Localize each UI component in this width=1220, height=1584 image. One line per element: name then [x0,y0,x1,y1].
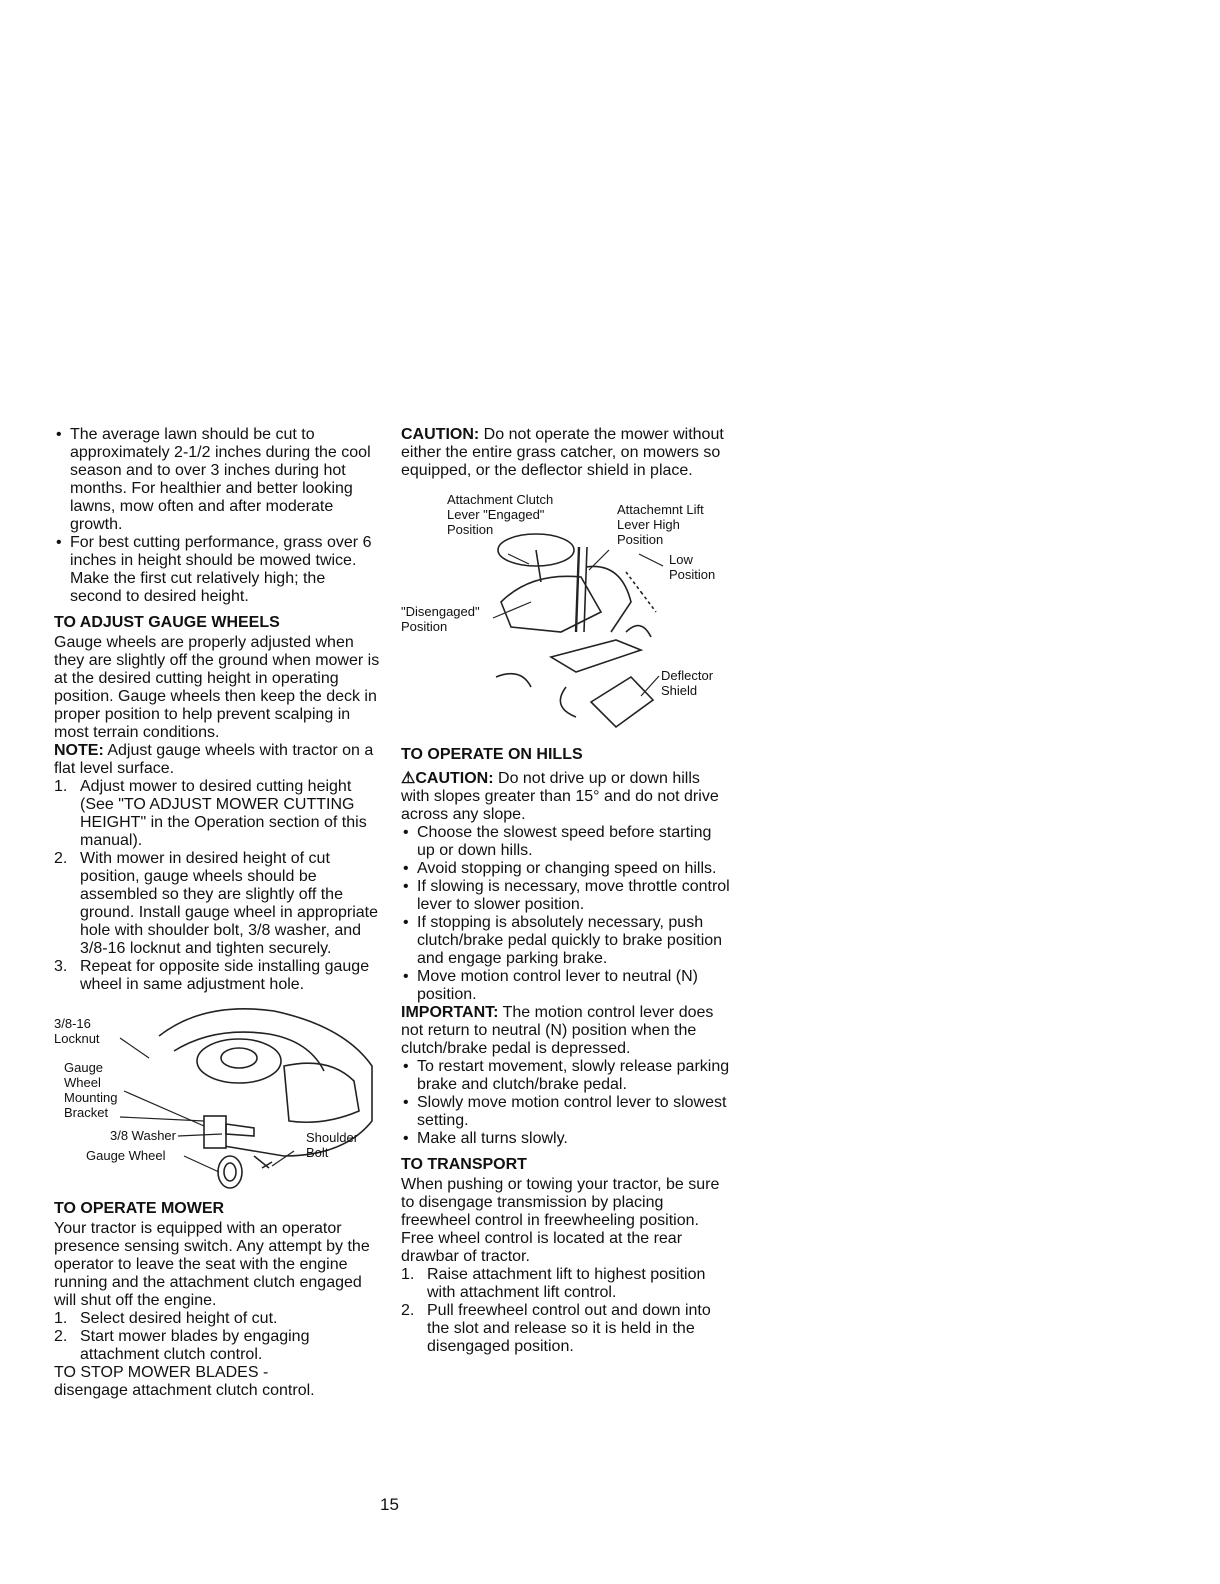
hills-caution-label: CAUTION: [415,770,494,787]
caution-paragraph [401,426,731,480]
section-heading-gauge-wheels: TO ADJUST GAUGE WHEELS [54,614,280,631]
step-number: 3. [54,958,68,975]
list-item [54,850,380,958]
gauge-wheel-figure [54,996,380,1192]
section-heading-operate-mower: TO OPERATE MOWER [54,1200,225,1217]
list-item: • Make all turns slowly. [401,1130,731,1148]
list-item [54,778,380,850]
disengaged-label: "Disengaged" Position [401,604,480,634]
note-paragraph [54,742,380,778]
caution-label: CAUTION: [401,426,480,443]
lift-lever-label: Attachemnt Lift Lever High Position [617,502,704,547]
hills-caution-text: Do not drive up or down hills with slopes greater than 15° and do not drive across any slope. [401,770,719,823]
right-column [401,426,731,1356]
page-number: 15 [380,1495,399,1514]
important-paragraph [401,1004,731,1058]
list-item: • Slowly move motion control lever to slowest setting. [401,1094,731,1130]
step-number: 1. [54,778,68,795]
note-text: Adjust gauge wheels with tractor on a flat level surface. [54,742,374,777]
gauge-wheel-label: Gauge Wheel [86,1148,166,1163]
important-label: IMPORTANT: [401,1004,499,1021]
step-text: Start mower blades by engaging attachment clutch control. [80,1328,310,1363]
stop-blades-line: TO STOP MOWER BLADES - [54,1364,269,1381]
list-item [401,1266,731,1302]
step-text: Repeat for opposite side installing gauge wheel in same adjustment hole. [80,958,370,993]
caution-text: Do not operate the mower without either the entire grass catcher, on mowers so equipped, or the deflector shield in place. [401,426,724,479]
list-item: • Choose the slowest speed before starting up or down hills. [401,824,731,860]
list-item [54,1328,380,1364]
stop-blades-instruction: disengage attachment clutch control. [54,1382,315,1399]
left-column [54,426,380,1400]
step-text: Pull freewheel control out and down into the slot and release so it is held in the disengaged position. [427,1302,711,1355]
low-position-label: Low Position [669,552,716,582]
tractor-figure [401,492,731,738]
important-text: The motion control lever does not return to neutral (N) position when the clutch/brake pedal is depressed. [401,1004,714,1057]
locknut-label: 3/8-16 Locknut [54,1016,100,1046]
list-item [401,1302,731,1356]
list-item: • For best cutting performance, grass over 6 inches in height should be mowed twice. Make the first cut relatively high; the second to desired height. [54,534,380,606]
list-item: • If slowing is necessary, move throttle control lever to slower position. [401,878,731,914]
list-item: • The average lawn should be cut to approximately 2-1/2 inches during the cool season and to over 3 inches during hot months. For healthier and better looking lawns, mow often and after moderate growth. [54,426,380,534]
step-text: With mower in desired height of cut position, gauge wheels should be assembled so they are slightly off the ground. Install gauge wheel in appropriate hole with shoulder bolt, 3/8 washer, and 3/8-16 locknut and tighten securely. [80,850,378,957]
step-text: Raise attachment lift to highest position with attachment lift control. [427,1266,706,1301]
washer-label: 3/8 Washer [110,1128,176,1143]
list-item: • Move motion control lever to neutral (N) position. [401,968,731,1004]
step-number: 1. [54,1310,68,1327]
list-item: • Avoid stopping or changing speed on hills. [401,860,731,878]
transport-paragraph: When pushing or towing your tractor, be sure to disengage transmission by placing freewheel control in freewheeling position. Free wheel control is located at the rear drawbar of tractor. [401,1176,720,1265]
bolt-label: Shoulder Bolt [306,1130,359,1160]
step-number: 1. [401,1266,415,1283]
hills-caution [401,770,731,824]
step-number: 2. [54,850,68,867]
step-text: Select desired height of cut. [80,1310,278,1327]
warning-icon: ⚠ [401,770,416,787]
bracket-label: Gauge Wheel Mounting Bracket [64,1060,118,1120]
list-item [54,1310,380,1328]
gauge-paragraph: Gauge wheels are properly adjusted when they are slightly off the ground when mower is at the desired cutting height in operating position. Gauge wheels then keep the deck in proper position to help prevent scalping in most terrain conditions. [54,634,380,741]
step-number: 2. [401,1302,415,1319]
list-item [54,958,380,994]
section-heading-hills: TO OPERATE ON HILLS [401,746,583,763]
list-item: • If stopping is absolutely necessary, push clutch/brake pedal quickly to brake position and engage parking brake. [401,914,731,968]
note-label: NOTE: [54,742,104,759]
step-text: Adjust mower to desired cutting height (See "TO ADJUST MOWER CUTTING HEIGHT" in the Operation section of this manual). [80,778,367,849]
list-item: • To restart movement, slowly release parking brake and clutch/brake pedal. [401,1058,731,1094]
clutch-lever-label: Attachment Clutch Lever "Engaged" Position [447,492,554,537]
deflector-label: Deflector Shield [661,668,714,698]
step-number: 2. [54,1328,68,1345]
section-heading-transport: TO TRANSPORT [401,1156,527,1173]
operate-paragraph: Your tractor is equipped with an operator presence sensing switch. Any attempt by the operator to leave the seat with the engine running and the attachment clutch engaged will shut off the engine. [54,1220,370,1309]
